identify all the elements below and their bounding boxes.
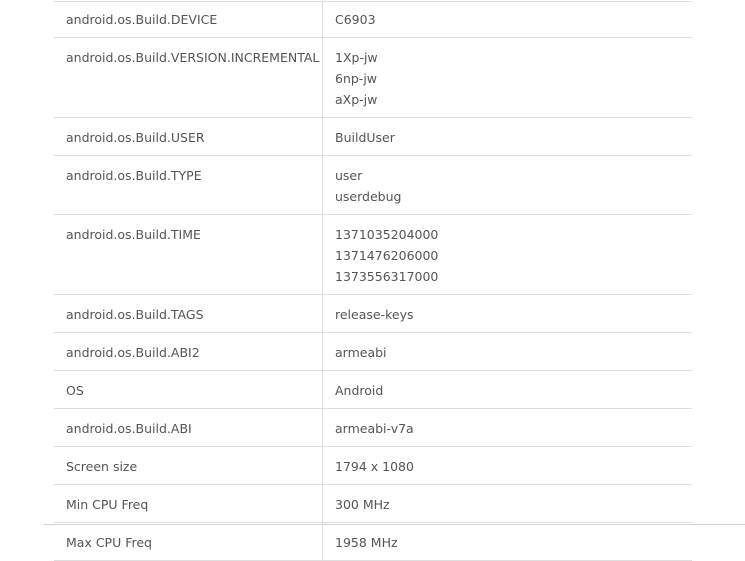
spec-key: [54, 409, 323, 447]
table-row: [54, 333, 692, 371]
spec-value-line: 1958 MHz: [335, 535, 398, 550]
spec-value-line: 1794 x 1080: [335, 459, 414, 474]
spec-value-line: userdebug: [335, 189, 402, 204]
spec-value: [323, 295, 693, 333]
spec-key: [54, 523, 323, 561]
spec-key-label: android.os.Build.ABI: [66, 421, 192, 436]
spec-value-line: user: [335, 168, 363, 183]
spec-key: [54, 371, 323, 409]
spec-value: [323, 409, 693, 447]
spec-key-label: android.os.Build.TYPE: [66, 168, 202, 183]
spec-key-label: Screen size: [66, 459, 138, 474]
table-row: [54, 447, 692, 485]
spec-value-line: 1371035204000: [335, 227, 439, 242]
table-row: [54, 295, 692, 333]
table-row: [54, 523, 692, 561]
spec-value: [323, 156, 693, 215]
spec-value-line: 6np-jw: [335, 71, 378, 86]
spec-key-label: android.os.Build.DEVICE: [66, 12, 218, 27]
bottom-divider: [44, 524, 745, 525]
spec-value-line: 300 MHz: [335, 497, 390, 512]
spec-value-line: aXp-jw: [335, 92, 378, 107]
table-row: [54, 215, 692, 295]
spec-key-label: Max CPU Freq: [66, 535, 152, 550]
table-row: [54, 485, 692, 523]
spec-key: [54, 38, 323, 118]
spec-value-line: Android: [335, 383, 384, 398]
spec-key-label: android.os.Build.VERSION.INCREMENTAL: [66, 50, 320, 65]
spec-key-label: android.os.Build.ABI2: [66, 345, 200, 360]
spec-key: [54, 485, 323, 523]
spec-value-line: C6903: [335, 12, 376, 27]
spec-value-line: armeabi: [335, 345, 387, 360]
table-row: [54, 118, 692, 156]
table-row: [54, 2, 692, 38]
spec-value-line: BuildUser: [335, 130, 395, 145]
spec-value: [323, 118, 693, 156]
spec-value-line: 1373556317000: [335, 269, 439, 284]
spec-key: [54, 156, 323, 215]
spec-value: [323, 523, 693, 561]
spec-value: [323, 38, 693, 118]
spec-key: [54, 215, 323, 295]
spec-value-line: 1Xp-jw: [335, 50, 378, 65]
spec-key-label: OS: [66, 383, 84, 398]
spec-value-line: 1371476206000: [335, 248, 439, 263]
spec-key: [54, 118, 323, 156]
spec-value-line: armeabi-v7a: [335, 421, 414, 436]
spec-value: [323, 371, 693, 409]
spec-value: [323, 485, 693, 523]
spec-key-label: android.os.Build.TIME: [66, 227, 201, 242]
table-row: [54, 156, 692, 215]
device-specs-table: [54, 1, 692, 561]
spec-key: [54, 2, 323, 38]
spec-key-label: Min CPU Freq: [66, 497, 149, 512]
spec-key-label: android.os.Build.USER: [66, 130, 205, 145]
spec-value: [323, 333, 693, 371]
table-row: [54, 371, 692, 409]
spec-value: [323, 447, 693, 485]
spec-value-line: release-keys: [335, 307, 414, 322]
spec-value: [323, 2, 693, 38]
table-row: [54, 409, 692, 447]
spec-value: [323, 215, 693, 295]
spec-key: [54, 295, 323, 333]
spec-key: [54, 447, 323, 485]
table-row: [54, 38, 692, 118]
spec-key: [54, 333, 323, 371]
spec-key-label: android.os.Build.TAGS: [66, 307, 204, 322]
